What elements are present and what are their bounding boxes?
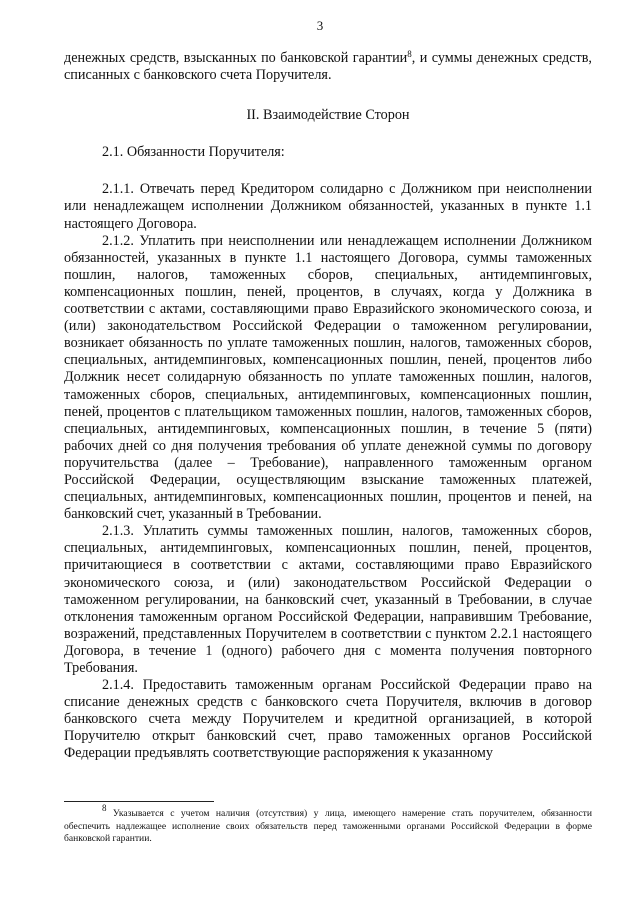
footnote-separator bbox=[64, 801, 214, 802]
section-title: II. Взаимодействие Сторон bbox=[246, 107, 410, 124]
footnote-text: Указывается с учетом наличия (отсутствия) у лица, имеющего намерение стать поручителем, обязанности обеспечить надлежащее исполнение своих обязательств перед таможенными органами Российской Федерации в форме банковской гарантии. bbox=[64, 808, 592, 845]
body-text bbox=[64, 50, 592, 763]
paragraph-2-1-1: 2.1.1. Отвечать перед Кредитором солидарно с Должником при неисполнении или ненадлежащем исполнении Должником обязанностей, указанных в пункте 1.1 настоящего Договора. bbox=[64, 181, 592, 232]
paragraph-2-1-4: 2.1.4. Предоставить таможенным органам Российской Федерации право на списание денежных средств с банковского счета Поручителя, включив в договор банковского счета между Поручителем и кредитной организацией, в которой Поручителю открыт банковский счет, право таможенных органов Российской Федерации предъявлять соответствующие распоряжения к указанному bbox=[64, 677, 592, 762]
intro-paragraph bbox=[64, 50, 592, 84]
footnote-mark: 8 bbox=[102, 803, 107, 813]
subsection-title: 2.1. Обязанности Поручителя: bbox=[102, 144, 285, 161]
page-number: 3 bbox=[316, 18, 324, 33]
intro-text-continued: , и суммы денежных средств, списанных с банковского счета Поручителя. bbox=[64, 50, 592, 84]
footnote bbox=[64, 803, 592, 846]
intro-text: денежных средств, взысканных по банковской гарантии bbox=[64, 50, 408, 66]
footnote-reference: 8 bbox=[407, 49, 412, 59]
paragraph-2-1-3: 2.1.3. Уплатить суммы таможенных пошлин, налогов, таможенных сборов, специальных, антидемпинговых, компенсационных пошлин, пеней, процентов, причитающиеся в соответствии с актами, составляющими право Евразийского экономического союза, и (или) законодательством Российской Федерации о таможенном регулировании, на банковский счет, указанный в Требовании, в случае отклонения таможенным органом Российской Федерации, направившим Требование, возражений, представленных Поручителем в соответствии с пунктом 2.2.1 настоящего Договора, в течение 1 (одного) рабочего дня с момента получения повторного Требования. bbox=[64, 523, 592, 676]
paragraph-2-1-2: 2.1.2. Уплатить при неисполнении или ненадлежащем исполнении Должником обязанностей, указанных в пункте 1.1 настоящего Договора, суммы таможенных пошлин, налогов, таможенных сборов, специальных, антидемпинговых, компенсационных пошлин, пеней, процентов, в случаях, когда у Должника в соответствии с актами, составляющими право Евразийского экономического союза, и (или) законодательством Российской Федерации о таможенном регулировании, возникает обязанность по уплате таможенных пошлин, налогов, таможенных сборов, специальных, антидемпинговых, компенсационных пошлин, пеней, процентов либо Должник несет солидарную обязанность по уплате таможенных пошлин, налогов, таможенных сборов, специальных, антидемпинговых, компенсационных пошлин, пеней, процентов с плательщиком таможенных пошлин, налогов, таможенных сборов, специальных, антидемпинговых, компенсационных пошлин, в течение 5 (пяти) рабочих дней со дня получения требования об уплате денежной суммы по договору поручительства (далее – Требование), направленного таможенным органом Российской Федерации, осуществляющим взыскание таможенных платежей, специальных, антидемпинговых, компенсационных пошлин, процентов и пеней, на банковский счет, указанный в Требовании. bbox=[64, 232, 592, 523]
